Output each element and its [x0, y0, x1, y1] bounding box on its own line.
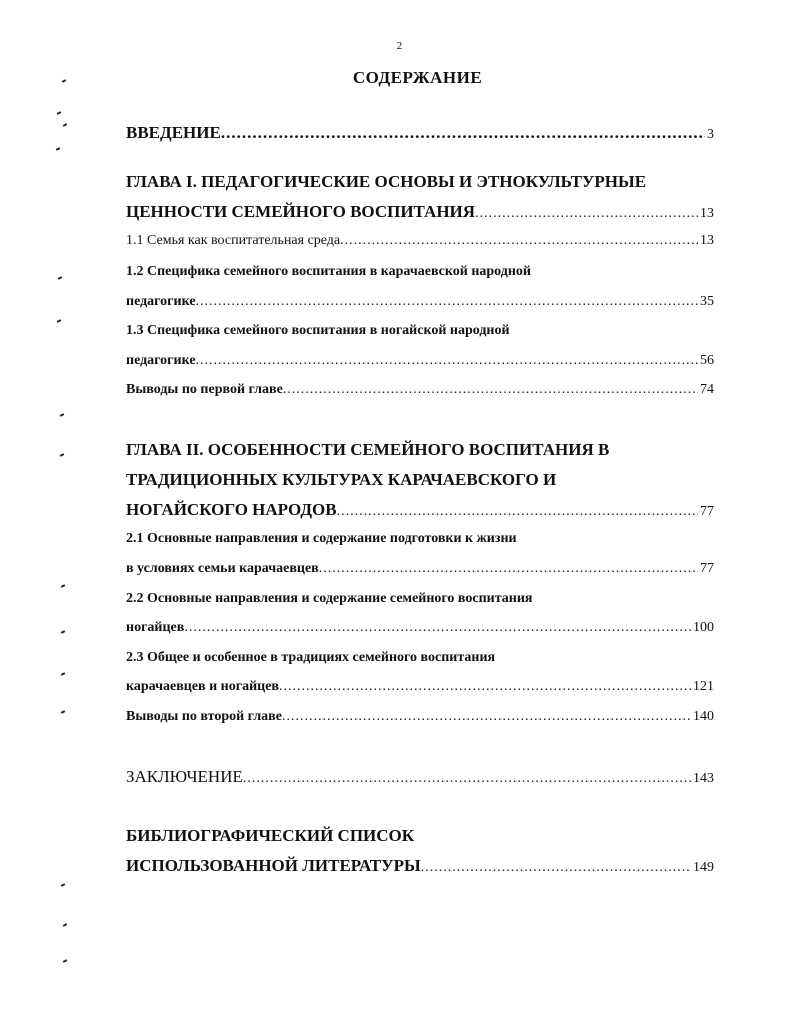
dot-leader [283, 382, 698, 398]
toc-page-number: 100 [693, 620, 714, 635]
toc-page-number: 77 [700, 561, 714, 576]
toc-section-2-3-title-line1[interactable]: 2.3 Общее и особенное в традициях семейного воспитания [126, 650, 496, 665]
toc-entry-label: в условиях семьи карачаевцев [126, 561, 319, 576]
toc-entry-label: ЦЕННОСТИ СЕМЕЙНОГО ВОСПИТАНИЯ [126, 202, 476, 221]
scan-speck [63, 123, 67, 127]
scan-speck [61, 672, 65, 676]
toc-chapter-2-title-line1[interactable]: ГЛАВА II. ОСОБЕННОСТИ СЕМЕЙНОГО ВОСПИТАНИЯ В [126, 440, 610, 459]
toc-entry-chapter-2-conclusions[interactable] [126, 709, 714, 725]
dot-leader [243, 771, 691, 787]
toc-page-number: 121 [693, 679, 714, 694]
scan-speck [60, 413, 64, 417]
scan-speck [56, 147, 60, 151]
scan-speck [58, 276, 62, 280]
toc-entry-label: НОГАЙСКОГО НАРОДОВ [126, 500, 337, 519]
toc-entry-label: карачаевцев и ногайцев [126, 679, 279, 694]
scan-speck [61, 584, 65, 588]
toc-entry-label: Выводы по второй главе [126, 709, 282, 724]
toc-entry-label: Выводы по первой главе [126, 382, 283, 397]
scan-speck [63, 923, 67, 927]
scan-speck [57, 111, 61, 115]
toc-entry-section-1-1[interactable] [126, 233, 714, 249]
scan-speck [61, 710, 65, 714]
toc-page-number: 149 [693, 860, 714, 875]
dot-leader [421, 860, 691, 876]
toc-entry-section-2-1[interactable] [126, 561, 714, 577]
toc-page-number: 35 [700, 294, 714, 309]
toc-entry-bibliography[interactable] [126, 856, 714, 876]
page-number: 2 [396, 40, 403, 52]
toc-section-2-1-title-line1[interactable]: 2.1 Основные направления и содержание подготовки к жизни [126, 531, 517, 546]
toc-chapter-2-title-line2[interactable]: ТРАДИЦИОННЫХ КУЛЬТУРАХ КАРАЧАЕВСКОГО И [126, 470, 557, 489]
toc-entry-label: ВВЕДЕНИЕ [126, 123, 221, 142]
toc-entry-section-2-3[interactable] [126, 679, 714, 695]
toc-section-2-2-title-line1[interactable]: 2.2 Основные направления и содержание семейного воспитания [126, 591, 533, 606]
toc-entry-section-1-3[interactable] [126, 353, 714, 369]
dot-leader [340, 233, 698, 249]
toc-entry-chapter-1-conclusions[interactable] [126, 382, 714, 398]
toc-entry-label: ЗАКЛЮЧЕНИЕ [126, 767, 243, 786]
toc-entry-label: 1.1 Семья как воспитательная среда [126, 233, 341, 248]
toc-page-number: 140 [693, 709, 714, 724]
toc-entry-conclusion[interactable] [126, 767, 714, 787]
toc-page-number: 77 [700, 504, 714, 519]
toc-page-number: 13 [700, 233, 714, 248]
scan-speck [63, 959, 67, 963]
toc-entry-section-1-2[interactable] [126, 294, 714, 310]
toc-section-1-2-title-line1[interactable]: 1.2 Специфика семейного воспитания в карачаевской народной [126, 264, 531, 279]
dot-leader [184, 620, 691, 636]
dot-leader [337, 504, 698, 520]
toc-page-number: 56 [700, 353, 714, 368]
toc-entry-chapter-2[interactable] [126, 500, 714, 520]
page-title: СОДЕРЖАНИЕ [352, 68, 483, 87]
toc-entry-chapter-1[interactable] [126, 202, 714, 222]
dot-leader [475, 206, 698, 222]
toc-entry-label: педагогике [126, 294, 196, 309]
dot-leader [196, 294, 698, 310]
toc-page-number: 13 [700, 206, 714, 221]
dot-leader [196, 353, 698, 369]
scan-speck [61, 630, 65, 634]
dot-leader [282, 709, 691, 725]
scan-speck [61, 883, 65, 887]
toc-entry-label: ИСПОЛЬЗОВАННОЙ ЛИТЕРАТУРЫ [126, 856, 421, 875]
toc-entry-label: педагогике [126, 353, 196, 368]
dot-leader [319, 561, 698, 577]
scan-speck [60, 453, 64, 457]
toc-page-number: 143 [693, 771, 714, 786]
toc-bibliography-title-line1[interactable]: БИБЛИОГРАФИЧЕСКИЙ СПИСОК [126, 826, 415, 845]
toc-section-1-3-title-line1[interactable]: 1.3 Специфика семейного воспитания в ногайской народной [126, 323, 510, 338]
toc-page-number: 74 [700, 382, 714, 397]
scan-speck [57, 319, 61, 323]
toc-entry-introduction[interactable] [126, 123, 714, 143]
dot-leader [221, 123, 705, 143]
toc-entry-label: ногайцев [126, 620, 185, 635]
toc-entry-section-2-2[interactable] [126, 620, 714, 636]
dot-leader [279, 679, 691, 695]
toc-page-number: 3 [707, 127, 714, 142]
toc-chapter-1-title-line1[interactable]: ГЛАВА I. ПЕДАГОГИЧЕСКИЕ ОСНОВЫ И ЭТНОКУЛЬТУРНЫЕ [126, 172, 647, 191]
